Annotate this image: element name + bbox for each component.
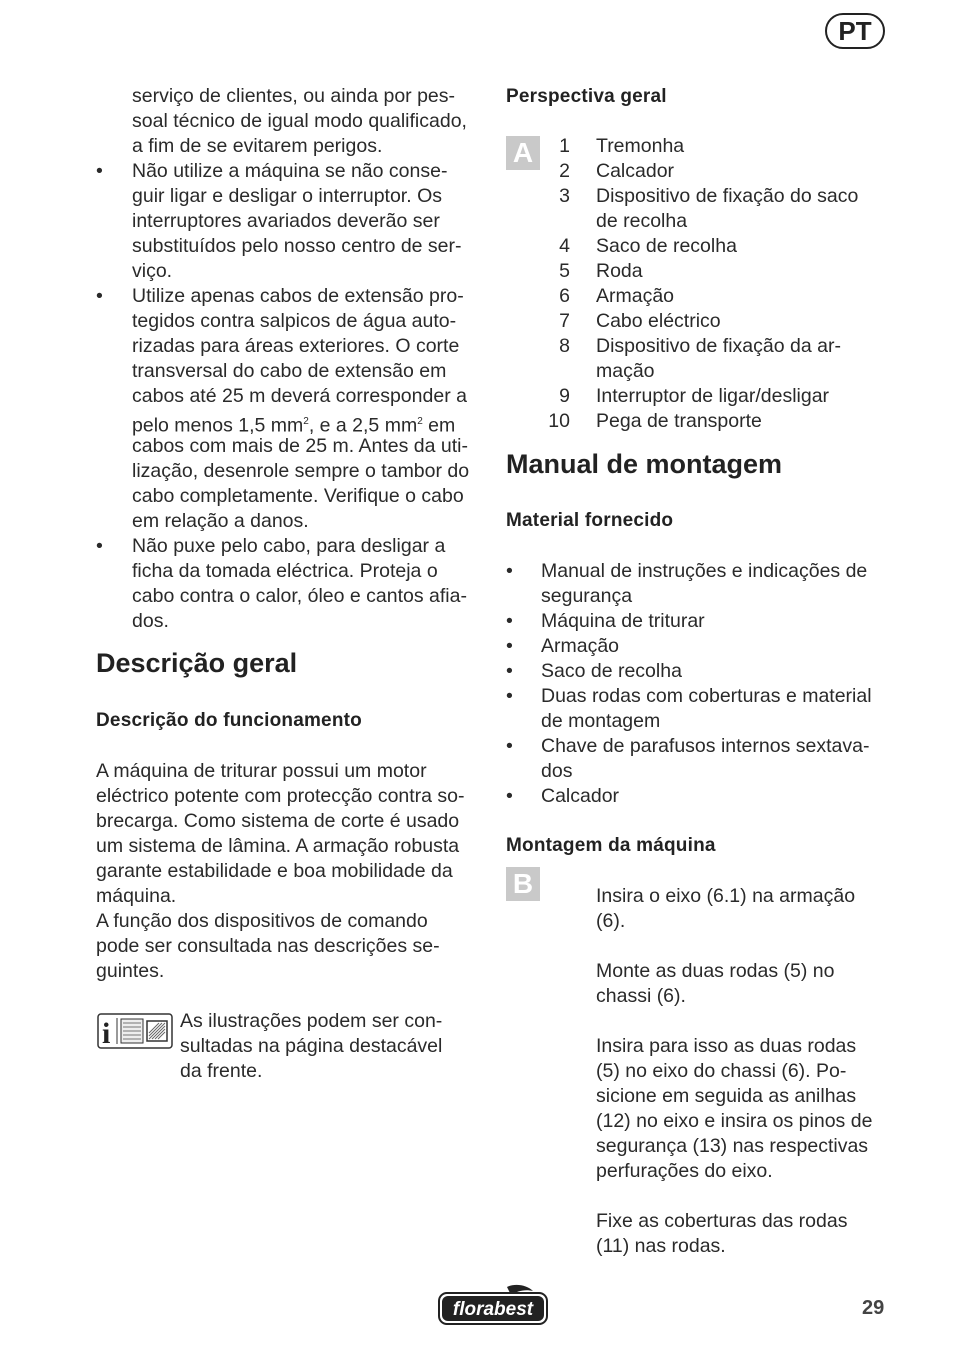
assembly-step-line: Insira o eixo (6.1) na armação <box>596 885 856 907</box>
bullet-symbol: • <box>506 635 513 657</box>
assembly-step-line: Monte as duas rodas (5) no <box>596 960 835 982</box>
paragraph-line: máquina. <box>96 885 177 907</box>
info-foldout-icon <box>97 1013 173 1054</box>
part-number: 10 <box>548 410 570 432</box>
bullet-line: cabo contra o calor, óleo e cantos afia- <box>132 585 467 607</box>
paragraph-line: um sistema de lâmina. A armação robusta <box>96 835 460 857</box>
part-number: 8 <box>559 335 570 357</box>
bullet-symbol: • <box>96 535 103 557</box>
subsection-title-montagem-maquina: Montagem da máquina <box>506 835 716 856</box>
paragraph-line: A função dos dispositivos de comando <box>96 910 428 932</box>
bullet-symbol: • <box>506 735 513 757</box>
bullet-line: tegidos contra salpicos de água auto- <box>132 310 457 332</box>
bullet-line: Não puxe pelo cabo, para desligar a <box>132 535 446 557</box>
part-label: Cabo eléctrico <box>596 310 721 332</box>
bullet-symbol: • <box>506 685 513 707</box>
supplied-item: Máquina de triturar <box>541 610 705 632</box>
part-number: 9 <box>559 385 570 407</box>
supplied-item: Chave de parafusos internos sextava- <box>541 735 870 757</box>
language-badge: PT <box>825 13 885 49</box>
part-number: 1 <box>559 135 570 157</box>
paragraph-line: guintes. <box>96 960 165 982</box>
paragraph-line: garante estabilidade e boa mobilidade da <box>96 860 453 882</box>
paragraph-line: eléctrico potente com protecção contra so- <box>96 785 465 807</box>
assembly-step-line: Insira para isso as duas rodas <box>596 1035 857 1057</box>
assembly-step-line: (5) no eixo do chassi (6). Po- <box>596 1060 847 1082</box>
bullet-symbol: • <box>96 285 103 307</box>
bullet-line: lização, desenrole sempre o tambor do <box>132 460 470 482</box>
part-number: 3 <box>559 185 570 207</box>
bullet-line: substituídos pelo nosso centro de ser- <box>132 235 462 257</box>
assembly-step-line: (12) no eixo e insira os pinos de <box>596 1110 873 1132</box>
florabest-logo <box>437 1283 549 1332</box>
assembly-step-line: sicione em seguida as anilhas <box>596 1085 857 1107</box>
part-number: 7 <box>559 310 570 332</box>
part-number: 2 <box>559 160 570 182</box>
intro-line: a fim de se evitarem perigos. <box>132 135 383 157</box>
figure-b-label: B <box>506 867 540 901</box>
bullet-line: em relação a danos. <box>132 510 309 532</box>
page-number: 29 <box>862 1297 885 1319</box>
supplied-item: Calcador <box>541 785 620 807</box>
supplied-item: dos <box>541 760 573 782</box>
bullet-line: transversal do cabo de extensão em <box>132 360 447 382</box>
bullet-line: rizadas para áreas exteriores. O corte <box>132 335 460 357</box>
part-label: Pega de transporte <box>596 410 762 432</box>
subsection-title-material-fornecido: Material fornecido <box>506 510 674 531</box>
supplied-item: segurança <box>541 585 633 607</box>
supplied-item: Duas rodas com coberturas e material <box>541 685 872 707</box>
assembly-step-line: segurança (13) nas respectivas <box>596 1135 869 1157</box>
part-label: Dispositivo de fixação da ar- <box>596 335 841 357</box>
info-note-line: da frente. <box>180 1060 263 1082</box>
part-label: mação <box>596 360 655 382</box>
bullet-line: Não utilize a máquina se não conse- <box>132 160 448 182</box>
info-note-line: As ilustrações podem ser con- <box>180 1010 443 1032</box>
part-label: Armação <box>596 285 675 307</box>
paragraph-line: pode ser consultada nas descrições se- <box>96 935 440 957</box>
intro-line: serviço de clientes, ou ainda por pes- <box>132 85 456 107</box>
svg-text:i: i <box>102 1017 111 1049</box>
part-label: Interruptor de ligar/desligar <box>596 385 830 407</box>
bullet-line: Utilize apenas cabos de extensão pro- <box>132 285 464 307</box>
bullet-symbol: • <box>506 660 513 682</box>
bullet-line: dos. <box>132 610 169 632</box>
figure-a-label: A <box>506 136 540 170</box>
assembly-step-line: (6). <box>596 910 626 932</box>
bullet-line: guir ligar e desligar o interruptor. Os <box>132 185 442 207</box>
part-label: Roda <box>596 260 643 282</box>
bullet-line: interruptores avariados deverão ser <box>132 210 440 232</box>
cable-size-line: pelo menos 1,5 $mm^2$, e a 2,5 $mm^2$ em <box>132 414 456 437</box>
bullet-line: ficha da tomada eléctrica. Proteja o <box>132 560 438 582</box>
bullet-line: cabos com mais de 25 m. Antes da uti- <box>132 435 468 457</box>
part-label: de recolha <box>596 210 688 232</box>
supplied-item: Armação <box>541 635 620 657</box>
part-label: Calcador <box>596 160 675 182</box>
bullet-symbol: • <box>96 160 103 182</box>
part-label: Tremonha <box>596 135 685 157</box>
section-title-descricao-geral: Descrição geral <box>96 648 298 678</box>
bullet-line: cabo completamente. Verifique o cabo <box>132 485 464 507</box>
supplied-item: Saco de recolha <box>541 660 682 682</box>
bullet-line: cabos até 25 m deverá corresponder a <box>132 385 467 407</box>
subsection-title-funcionamento: Descrição do funcionamento <box>96 710 362 731</box>
supplied-item: Manual de instruções e indicações de <box>541 560 868 582</box>
part-label: Dispositivo de fixação do saco <box>596 185 859 207</box>
section-title-manual-montagem: Manual de montagem <box>506 449 783 479</box>
brand-text: florabest <box>452 1299 534 1320</box>
assembly-step-line: (11) nas rodas. <box>596 1235 726 1257</box>
bullet-symbol: • <box>506 610 513 632</box>
info-note-line: sultadas na página destacável <box>180 1035 443 1057</box>
subsection-title-perspectiva-geral: Perspectiva geral <box>506 86 667 107</box>
paragraph-line: A máquina de triturar possui um motor <box>96 760 427 782</box>
paragraph-line: brecarga. Como sistema de corte é usado <box>96 810 460 832</box>
bullet-symbol: • <box>506 785 513 807</box>
assembly-step-line: perfurações do eixo. <box>596 1160 773 1182</box>
supplied-item: de montagem <box>541 710 661 732</box>
intro-line: soal técnico de igual modo qualificado, <box>132 110 467 132</box>
part-number: 5 <box>559 260 570 282</box>
part-number: 4 <box>559 235 570 257</box>
assembly-step-line: Fixe as coberturas das rodas <box>596 1210 848 1232</box>
bullet-symbol: • <box>506 560 513 582</box>
bullet-line: viço. <box>132 260 173 282</box>
part-number: 6 <box>559 285 570 307</box>
assembly-step-line: chassi (6). <box>596 985 686 1007</box>
part-label: Saco de recolha <box>596 235 737 257</box>
